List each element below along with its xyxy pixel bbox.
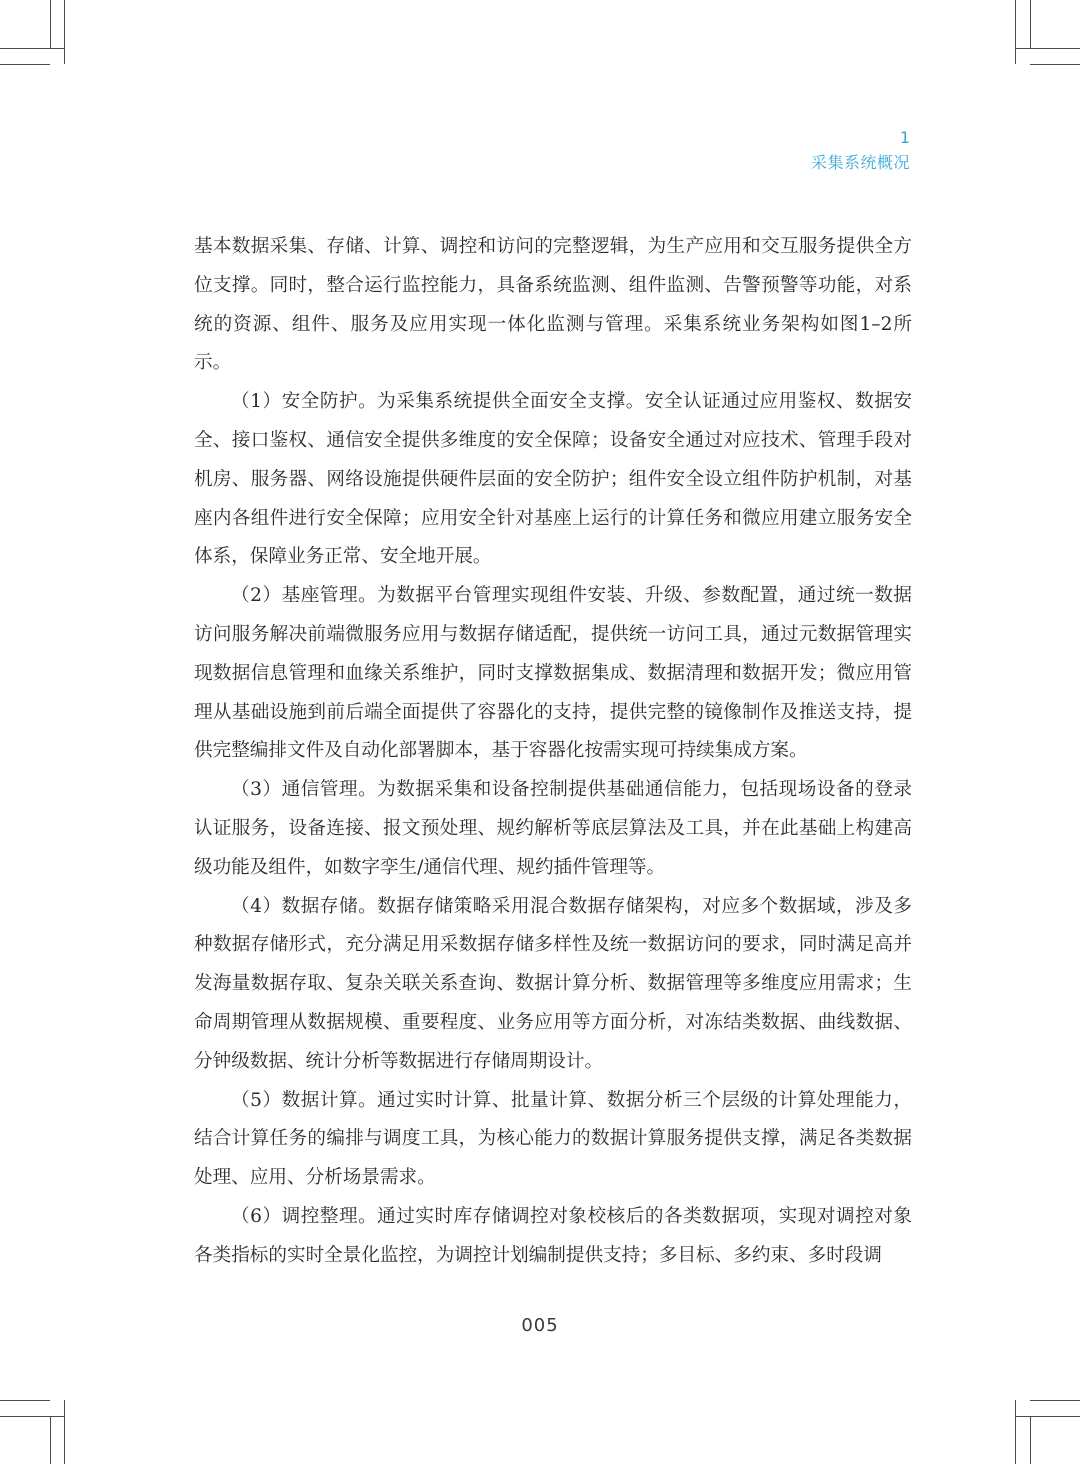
crop-mark-bottom-right-v xyxy=(1015,1400,1016,1464)
crop-mark-top-left-v xyxy=(64,0,65,64)
crop-mark-bottom-left-v2 xyxy=(50,1416,51,1464)
paragraph-intro: 基本数据采集、存储、计算、调控和访问的完整逻辑，为生产应用和交互服务提供全方位支撑。同时，整合运行监控能力，具备系统监测、组件监测、告警预警等功能，对系统的资源、组件、服务及应用实现一体化监测与管理。采集系统业务架构如图1–2所示。 xyxy=(194,236,912,374)
paragraph-platform-management: （2）基座管理。为数据平台管理实现组件安装、升级、参数配置，通过统一数据访问服务解决前端微服务应用与数据存储适配，提供统一访问工具，通过元数据管理实现数据信息管理和血缘关系维护，同时支撑数据集成、数据清理和数据开发；微应用管理从基础设施到前后端全面提供了容器化的支持，提供完整的镜像制作及推送支持，提供完整编排文件及自动化部署脚本，基于容器化按需实现可持续集成方案。 xyxy=(194,585,912,762)
paragraph-security: （1）安全防护。为采集系统提供全面安全支撑。安全认证通过应用鉴权、数据安全、接口鉴权、通信安全提供多维度的安全保障；设备安全通过对应技术、管理手段对机房、服务器、网络设施提供硬件层面的安全防护；组件安全设立组件防护机制，对基座内各组件进行安全保障；应用安全针对基座上运行的计算任务和微应用建立服务安全体系，保障业务正常、安全地开展。 xyxy=(194,391,912,568)
crop-mark-top-right-h xyxy=(1030,64,1080,65)
chapter-number: 1 xyxy=(899,128,910,147)
paragraph-data-storage: （4）数据存储。数据存储策略采用混合数据存储架构，对应多个数据域，涉及多种数据存储形式，充分满足用采数据存储多样性及统一数据访问的要求，同时满足高并发海量数据存取、复杂关联关系查询、数据计算分析、数据管理等多维度应用需求；生命周期管理从数据规模、重要程度、业务应用等方面分析，对冻结类数据、曲线数据、分钟级数据、统计分析等数据进行存储周期设计。 xyxy=(194,895,912,1072)
chapter-title: 采集系统概况 xyxy=(810,153,910,172)
crop-mark-top-right-v xyxy=(1015,0,1016,64)
paragraph-control-organization: （6）调控整理。通过实时库存储调控对象校核后的各类数据项，实现对调控对象各类指标的实时全景化监控，为调控计划编制提供支持；多目标、多约束、多时段调 xyxy=(194,1205,912,1266)
crop-mark-bottom-right-h xyxy=(1030,1400,1080,1401)
body-text xyxy=(194,228,912,1276)
paragraph-communication-management: （3）通信管理。为数据采集和设备控制提供基础通信能力，包括现场设备的登录认证服务，设备连接、报文预处理、规约解析等底层算法及工具，并在此基础上构建高级功能及组件，如数字孪生/通信代理、规约插件管理等。 xyxy=(194,779,912,878)
paragraph-data-computing: （5）数据计算。通过实时计算、批量计算、数据分析三个层级的计算处理能力，结合计算任务的编排与调度工具，为核心能力的数据计算服务提供支撑，满足各类数据处理、应用、分析场景需求。 xyxy=(194,1089,912,1189)
crop-mark-top-left-h2 xyxy=(0,48,64,49)
crop-mark-bottom-right-v2 xyxy=(1030,1416,1031,1464)
crop-mark-top-right-v2 xyxy=(1030,0,1031,48)
crop-mark-top-left-h xyxy=(0,64,50,65)
crop-mark-bottom-left-v xyxy=(64,1400,65,1464)
crop-mark-bottom-right-h2 xyxy=(1015,1416,1080,1417)
crop-mark-bottom-left-h xyxy=(0,1400,50,1401)
crop-mark-bottom-left-h2 xyxy=(0,1416,64,1417)
crop-mark-top-left-v2 xyxy=(50,0,51,48)
crop-mark-top-right-h2 xyxy=(1015,48,1080,49)
page-number: 005 xyxy=(521,1315,559,1336)
